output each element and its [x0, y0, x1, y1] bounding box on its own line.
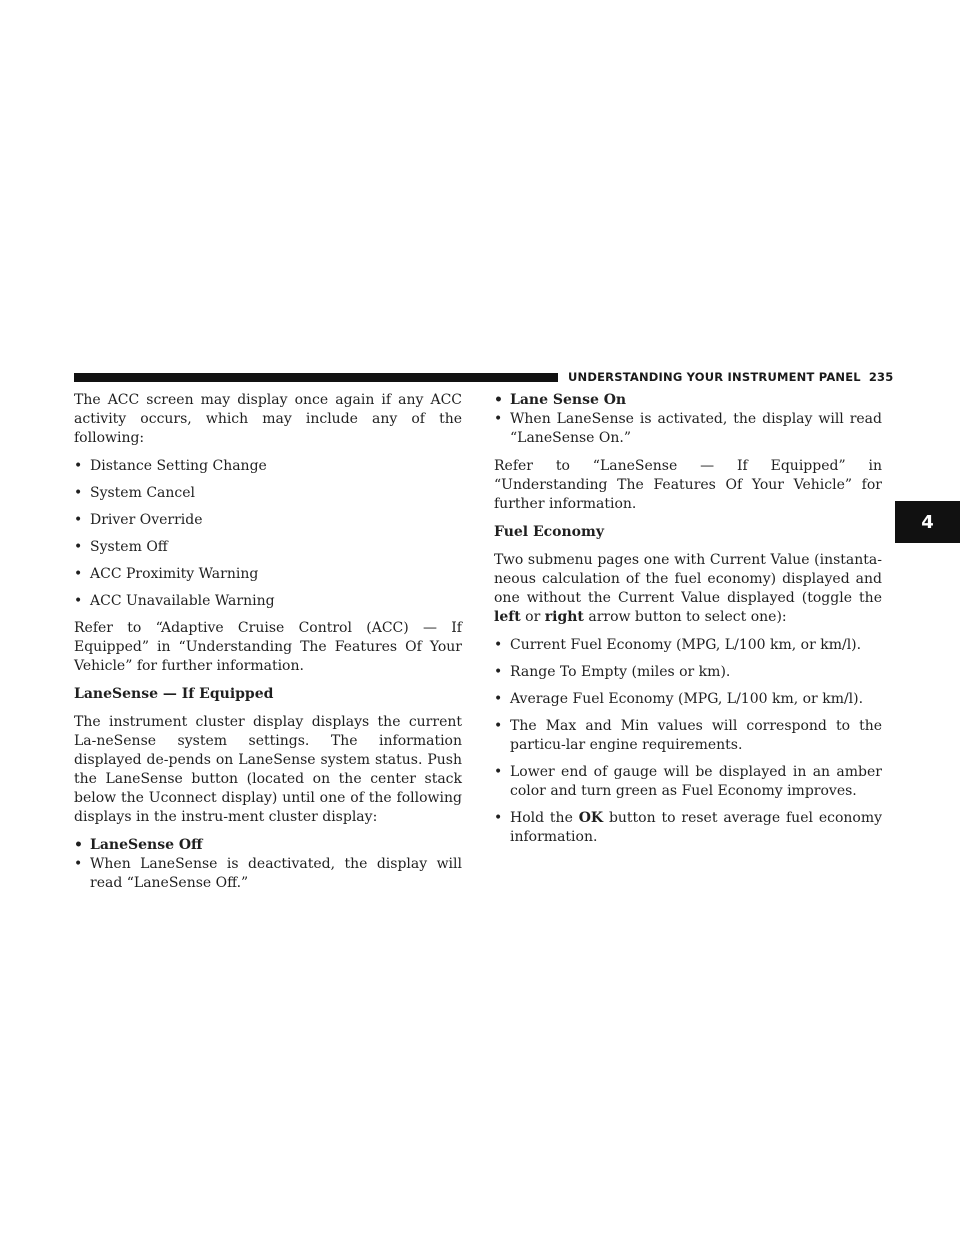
right-column: [494, 391, 882, 855]
acc-intro-paragraph: The ACC screen may display once again if any ACC activity occurs, which may include any of the following:: [74, 392, 462, 446]
list-item: • Average Fuel Economy (MPG, L/100 km, or km/l).: [494, 690, 882, 709]
list-item: [494, 809, 882, 847]
fuel-economy-heading: Fuel Economy: [494, 524, 604, 540]
left-keyword: left: [494, 609, 521, 625]
list-item: [494, 717, 882, 755]
page-number: 235: [868, 370, 894, 384]
section-title: UNDERSTANDING YOUR INSTRUMENT PANEL: [568, 370, 861, 384]
list-item: • System Cancel: [74, 484, 462, 503]
text-run: or: [520, 609, 545, 625]
lanesense-off-list: [74, 836, 462, 893]
list-item: • Range To Empty (miles or km).: [494, 663, 882, 682]
lanesense-on-list: [494, 391, 882, 448]
header-rule: [74, 373, 558, 382]
list-item: • Distance Setting Change: [74, 457, 462, 476]
lanesense-heading: LaneSense — If Equipped: [74, 686, 274, 702]
list-item-text: • The Max and Min values will correspond to the particu-lar engine requirements.: [510, 718, 882, 753]
lanesense-paragraph: The instrument cluster display displays the current La-neSense system settings. The information displayed de-pends on LaneSense system status. Push the LaneSense button (located on the center stack below the Uconnect display) until one of the following displays in the instru-ment cluster display:: [74, 714, 462, 825]
list-item: [494, 763, 882, 801]
list-item: • Driver Override: [74, 511, 462, 530]
list-item: • Lane Sense On: [494, 391, 882, 410]
text-run: button to reset average fuel economy information.: [510, 810, 882, 845]
list-item: • System Off: [74, 538, 462, 557]
fuel-economy-paragraph: [494, 551, 882, 627]
lanesense-on-description: • When LaneSense is activated, the display will read “LaneSense On.”: [510, 411, 882, 446]
text-run: Two submenu pages one with Current Value (instanta-neous calculation of the fuel economy) displayed and one without the Current Value displayed (toggle the: [494, 552, 882, 606]
fuel-economy-list: [494, 636, 882, 847]
lanesense-reference-paragraph: Refer to “LaneSense — If Equipped” in “Understanding The Features Of Your Vehicle” for further information.: [494, 458, 882, 512]
list-item: [74, 855, 462, 893]
right-keyword: right: [544, 609, 584, 625]
lanesense-off-description: • When LaneSense is deactivated, the display will read “LaneSense Off.”: [90, 856, 462, 891]
acc-event-list: [74, 457, 462, 611]
ok-keyword: OK: [578, 810, 604, 826]
chapter-tab: 4: [895, 501, 960, 543]
list-item: • ACC Unavailable Warning: [74, 592, 462, 611]
list-item-text: [510, 809, 882, 847]
list-item: • LaneSense Off: [74, 836, 462, 855]
acc-reference-paragraph: Refer to “Adaptive Cruise Control (ACC) — If Equipped” in “Understanding The Features Of Your Vehicle” for further information.: [74, 620, 462, 674]
list-item-text: • Lower end of gauge will be displayed in an amber color and turn green as Fuel Economy improves.: [510, 764, 882, 799]
list-item: • Current Fuel Economy (MPG, L/100 km, or km/l).: [494, 636, 882, 655]
list-item: • ACC Proximity Warning: [74, 565, 462, 584]
text-run: Hold the: [510, 810, 579, 826]
list-item: [494, 410, 882, 448]
left-column: [74, 391, 462, 902]
running-header: [568, 370, 894, 384]
text-run: arrow button to select one):: [583, 609, 787, 625]
